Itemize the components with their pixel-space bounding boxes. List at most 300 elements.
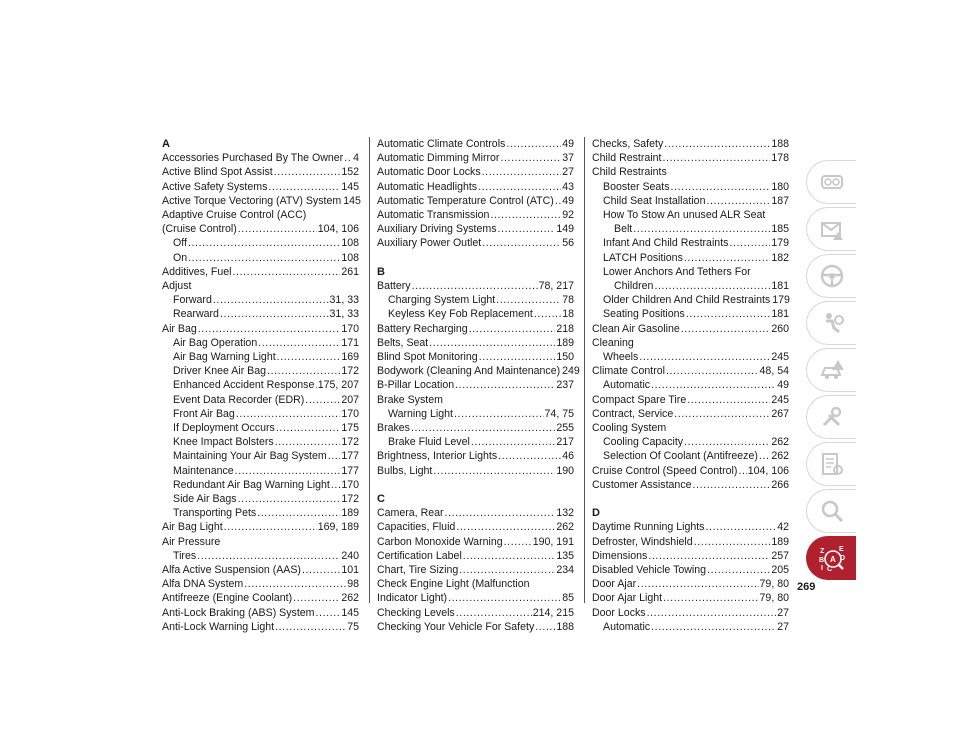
dot-leader	[268, 180, 340, 194]
dot-leader	[448, 591, 561, 605]
entry-label: Contract, Service	[592, 407, 674, 420]
page-reference[interactable]: 177	[341, 464, 359, 477]
index-entry[interactable]	[162, 449, 359, 463]
page-reference[interactable]: 169, 189	[317, 521, 359, 534]
entry-label: Checks, Safety	[592, 138, 664, 150]
entry-label: Forward	[173, 294, 212, 307]
index-letter: C	[826, 566, 832, 573]
page-reference[interactable]: 98	[347, 578, 359, 591]
index-entry[interactable]	[592, 307, 789, 321]
entry-label: Children	[614, 280, 654, 293]
index-entry[interactable]	[162, 251, 359, 265]
page-reference[interactable]: 172	[341, 493, 359, 506]
entry-label: Knee Impact Bolsters	[173, 436, 274, 449]
tab-driving[interactable]	[806, 254, 856, 298]
index-column-3	[592, 137, 789, 634]
entry-label: LATCH Positions	[603, 251, 683, 264]
page-reference[interactable]: 205	[771, 564, 789, 577]
entry-label: Auxiliary Power Outlet	[377, 237, 482, 250]
steering-wheel-icon	[819, 263, 845, 289]
index-entry[interactable]	[162, 322, 359, 336]
index-entry[interactable]	[377, 307, 574, 321]
dot-leader	[236, 407, 340, 421]
index-entry[interactable]	[162, 222, 359, 236]
index-entry[interactable]	[592, 393, 789, 407]
index-letter: B	[818, 557, 824, 564]
page-reference[interactable]: 152	[341, 166, 359, 179]
index-entry[interactable]	[377, 236, 574, 250]
index-entry[interactable]	[162, 165, 359, 179]
page-reference[interactable]: 149	[556, 223, 574, 236]
page-reference[interactable]: 150	[556, 351, 574, 364]
dot-leader	[238, 222, 317, 236]
index-entry[interactable]	[377, 222, 574, 236]
index-entry[interactable]	[162, 236, 359, 250]
entry-label: Brakes	[377, 422, 410, 435]
dot-leader	[276, 421, 340, 435]
index-entry[interactable]	[592, 180, 789, 194]
entry-label: Auxiliary Driving Systems	[377, 223, 497, 236]
entry-label: Air Bag Operation	[173, 336, 258, 349]
dot-leader	[482, 165, 562, 179]
page-reference[interactable]: 135	[556, 549, 574, 562]
page-reference[interactable]: 234	[556, 564, 574, 577]
entry-label: Maintaining Your Air Bag System	[173, 450, 327, 463]
dot-leader	[232, 265, 340, 279]
dot-leader	[555, 194, 561, 208]
page-reference[interactable]: 267	[771, 407, 789, 420]
page-reference[interactable]: 266	[771, 478, 789, 491]
page-reference[interactable]: 145	[341, 180, 359, 193]
page-reference[interactable]: 260	[771, 322, 789, 335]
index-entry[interactable]	[162, 293, 359, 307]
entry-label: Alfa Active Suspension (AAS)	[162, 564, 301, 577]
index-entry[interactable]	[162, 421, 359, 435]
page-reference[interactable]: 78, 217	[538, 280, 574, 292]
tab-search[interactable]	[806, 489, 856, 533]
entry-label: Driver Knee Air Bag	[173, 365, 267, 378]
page-reference[interactable]: 190, 191	[532, 535, 574, 548]
page-reference[interactable]: 49	[562, 194, 574, 207]
dot-leader	[639, 350, 770, 364]
index-entry[interactable]	[377, 606, 574, 620]
index-column-2	[377, 137, 580, 634]
index-heading: Adaptive Cruise Control (ACC)	[162, 209, 307, 221]
index-entry[interactable]	[377, 378, 574, 392]
index-entry[interactable]	[377, 322, 574, 336]
index-entry[interactable]	[592, 478, 789, 492]
index-entry[interactable]	[592, 606, 789, 620]
page-reference[interactable]: 179	[771, 237, 789, 250]
page-reference[interactable]: 177	[341, 450, 359, 463]
page-reference[interactable]: 262	[771, 450, 789, 463]
dot-leader	[188, 251, 340, 265]
entry-label: Automatic Temperature Control (ATC)	[377, 194, 554, 207]
index-letter: A	[829, 555, 836, 564]
dot-leader	[686, 307, 770, 321]
index-letter: I	[820, 565, 823, 572]
index-entry[interactable]	[592, 251, 789, 265]
page-reference[interactable]: 79, 80	[759, 578, 789, 591]
index-entry[interactable]	[162, 464, 359, 478]
index-entry[interactable]	[162, 180, 359, 194]
section-gap	[377, 478, 574, 492]
entry-label: Maintenance	[173, 464, 234, 477]
entry-label: Active Blind Spot Assist	[162, 166, 273, 179]
index-entry[interactable]	[377, 563, 574, 577]
page-reference[interactable]: 108	[341, 237, 359, 250]
index-entry[interactable]	[377, 435, 574, 449]
index-entry[interactable]	[592, 449, 789, 463]
index-entry[interactable]	[377, 194, 574, 208]
page-reference[interactable]: 171	[341, 336, 359, 349]
dot-leader	[456, 606, 532, 620]
dot-leader	[687, 393, 770, 407]
page-reference[interactable]: 262	[556, 521, 574, 534]
index-letter: Z	[819, 548, 824, 555]
page-reference[interactable]: 189	[771, 535, 789, 548]
section-gap	[592, 492, 789, 506]
dot-leader	[277, 350, 341, 364]
entry-label: Event Data Recorder (EDR)	[173, 393, 305, 406]
page-reference[interactable]: 180	[771, 180, 789, 193]
page-reference[interactable]: 179	[772, 294, 790, 307]
index-entry[interactable]	[377, 506, 574, 520]
page-reference[interactable]: 245	[771, 351, 789, 364]
page-reference[interactable]: 181	[771, 308, 789, 321]
page-reference[interactable]: 218	[556, 322, 574, 335]
index-entry[interactable]	[592, 350, 789, 364]
page-reference[interactable]: 79, 80	[759, 592, 789, 605]
page-reference[interactable]: 145	[341, 606, 359, 619]
entry-label: Chart, Tire Sizing	[377, 564, 459, 577]
index-entry[interactable]	[377, 151, 574, 165]
dot-leader	[197, 549, 340, 563]
dot-leader	[534, 307, 561, 321]
dot-leader	[267, 364, 340, 378]
index-entry[interactable]	[592, 194, 789, 208]
page-reference[interactable]: 74, 75	[544, 407, 574, 420]
dot-leader	[637, 577, 758, 591]
index-entry[interactable]	[162, 478, 359, 492]
dot-leader	[238, 492, 341, 506]
index-entry[interactable]	[592, 222, 789, 236]
dot-leader	[498, 222, 556, 236]
page-reference[interactable]: 262	[771, 436, 789, 449]
page-reference[interactable]: 170	[341, 478, 359, 491]
page-reference[interactable]: 169	[341, 351, 359, 364]
dot-leader	[681, 322, 771, 336]
page-reference[interactable]: 42	[777, 521, 789, 534]
tab-index[interactable]	[806, 536, 856, 580]
index-entry[interactable]	[592, 549, 789, 563]
index-entry[interactable]	[162, 549, 359, 563]
index-entry[interactable]	[377, 591, 574, 605]
index-letter-heading: C	[377, 493, 385, 506]
page-reference[interactable]: 49	[562, 138, 574, 150]
index-entry[interactable]	[592, 591, 789, 605]
entry-label: Rearward	[173, 308, 219, 321]
dot-leader	[293, 591, 340, 605]
dot-leader	[478, 180, 561, 194]
page-reference[interactable]: 4	[353, 152, 359, 165]
page-reference[interactable]: 217	[556, 436, 574, 449]
entry-label: Daytime Running Lights	[592, 521, 705, 534]
page-reference[interactable]: 187	[771, 194, 789, 207]
index-entry[interactable]	[592, 151, 789, 165]
index-entry[interactable]	[592, 435, 789, 449]
index-entry[interactable]	[162, 307, 359, 321]
index-entry[interactable]	[377, 520, 574, 534]
index-entry[interactable]	[377, 535, 574, 549]
index-entry[interactable]	[162, 265, 359, 279]
index-entry[interactable]	[592, 322, 789, 336]
page-reference[interactable]: 56	[562, 237, 574, 250]
page-reference[interactable]: 249	[562, 365, 580, 378]
index-heading: Adjust	[162, 280, 192, 293]
entry-label: Battery	[377, 280, 411, 292]
tools-icon	[819, 404, 845, 430]
entry-label: Customer Assistance	[592, 478, 692, 491]
dot-leader	[433, 464, 555, 478]
index-entry[interactable]	[162, 606, 359, 620]
page-reference[interactable]: 175	[341, 422, 359, 435]
entry-label: Older Children And Child Restraints	[603, 294, 771, 307]
page-reference[interactable]: 145	[343, 194, 361, 207]
index-entry[interactable]	[592, 378, 789, 392]
dot-leader	[671, 180, 771, 194]
envelope-warning-icon	[819, 216, 845, 242]
index-entry[interactable]	[377, 293, 574, 307]
entry-label: Bulbs, Light	[377, 464, 433, 477]
entry-label: Bodywork (Cleaning And Maintenance)	[377, 365, 561, 378]
page-reference[interactable]: 43	[562, 180, 574, 193]
index-entry[interactable]	[162, 336, 359, 350]
page-reference[interactable]: 75	[347, 620, 359, 633]
tab-messages[interactable]	[806, 207, 856, 251]
dot-leader	[315, 378, 316, 392]
index-entry[interactable]	[162, 620, 359, 634]
index-entry[interactable]	[377, 180, 574, 194]
index-entry[interactable]	[377, 208, 574, 222]
index-entry[interactable]	[377, 449, 574, 463]
dot-leader	[500, 151, 561, 165]
tab-dashboard[interactable]	[806, 160, 856, 204]
dot-leader	[244, 577, 346, 591]
dot-leader	[674, 407, 770, 421]
index-entry[interactable]	[377, 549, 574, 563]
index-entry[interactable]	[162, 350, 359, 364]
index-entry[interactable]	[162, 194, 359, 208]
entry-label: Door Locks	[592, 606, 646, 619]
entry-label: Front Air Bag	[173, 407, 235, 420]
page-reference[interactable]: 172	[341, 365, 359, 378]
index-entry[interactable]	[592, 279, 789, 293]
page-reference[interactable]: 261	[341, 265, 359, 278]
page-reference[interactable]: 132	[556, 507, 574, 520]
dot-leader	[275, 620, 346, 634]
index-entry[interactable]	[377, 336, 574, 350]
dot-leader	[469, 322, 556, 336]
index-entry[interactable]	[162, 378, 359, 392]
index-entry[interactable]	[162, 407, 359, 421]
index-entry[interactable]	[162, 563, 359, 577]
dot-leader	[429, 336, 555, 350]
page-reference[interactable]: 245	[771, 393, 789, 406]
dot-leader	[459, 563, 555, 577]
index-entry[interactable]	[162, 591, 359, 605]
index-heading: How To Stow An unused ALR Seat	[603, 209, 766, 222]
index-entry[interactable]	[162, 435, 359, 449]
page-reference[interactable]: 37	[562, 152, 574, 165]
index-entry[interactable]	[162, 151, 359, 165]
entry-label: Transporting Pets	[173, 507, 257, 520]
entry-label: Automatic Climate Controls	[377, 138, 506, 150]
page-reference[interactable]: 170	[341, 322, 359, 335]
entry-label: If Deployment Occurs	[173, 422, 275, 435]
page-reference[interactable]: 262	[341, 592, 359, 605]
entry-label: Antifreeze (Engine Coolant)	[162, 592, 293, 605]
page-reference[interactable]: 207	[341, 393, 359, 406]
entry-label: Accessories Purchased By The Owner	[162, 152, 344, 165]
page-reference[interactable]: 182	[771, 251, 789, 264]
section-gap	[377, 251, 574, 265]
index-entry[interactable]	[592, 137, 789, 151]
tab-safety[interactable]	[806, 301, 856, 345]
tab-emergency[interactable]	[806, 348, 856, 392]
page-reference[interactable]: 178	[771, 152, 789, 165]
page-reference[interactable]: 257	[771, 549, 789, 562]
page-reference[interactable]: 46	[562, 450, 574, 463]
index-entry[interactable]	[592, 563, 789, 577]
entry-label: Carbon Monoxide Warning	[377, 535, 503, 548]
page-reference[interactable]: 92	[562, 209, 574, 222]
index-entry[interactable]	[377, 165, 574, 179]
dot-leader	[315, 606, 340, 620]
entry-label: Wheels	[603, 351, 639, 364]
dot-leader	[663, 591, 758, 605]
tab-maintenance[interactable]	[806, 395, 856, 439]
index-entry[interactable]	[162, 506, 359, 520]
tab-specifications[interactable]	[806, 442, 856, 486]
index-entry[interactable]	[377, 350, 574, 364]
index-entry[interactable]	[592, 293, 789, 307]
page-reference[interactable]: 104, 106	[317, 223, 359, 236]
index-entry[interactable]	[377, 364, 580, 378]
index-entry[interactable]	[162, 393, 359, 407]
index-entry[interactable]	[592, 535, 789, 549]
index-entry[interactable]	[592, 520, 789, 534]
page-reference[interactable]: 85	[562, 592, 574, 605]
index-letter-heading: B	[377, 265, 385, 278]
page-reference[interactable]: 27	[777, 606, 789, 619]
page-reference[interactable]: 27	[562, 166, 574, 179]
az-index-icon	[817, 543, 847, 573]
page-reference[interactable]: 255	[556, 422, 574, 435]
entry-label: Clean Air Gasoline	[592, 322, 680, 335]
index-entry[interactable]	[592, 620, 789, 634]
index-entry[interactable]	[592, 364, 789, 378]
index-entry[interactable]	[592, 464, 789, 478]
index-entry[interactable]	[592, 236, 789, 250]
entry-label: Camera, Rear	[377, 507, 444, 520]
index-entry[interactable]	[377, 407, 574, 421]
page-reference[interactable]: 190	[556, 464, 574, 477]
page-reference[interactable]: 214, 215	[532, 606, 574, 619]
entry-label: Door Ajar Light	[592, 592, 663, 605]
entry-label: Dimensions	[592, 549, 648, 562]
page-reference[interactable]: 49	[777, 379, 789, 392]
entry-label: Redundant Air Bag Warning Light	[173, 478, 330, 491]
page-reference[interactable]: 185	[771, 223, 789, 236]
entry-label: Active Torque Vectoring (ATV) System	[162, 194, 342, 207]
entry-label: Certification Label	[377, 549, 462, 562]
index-entry[interactable]	[162, 520, 359, 534]
index-entry[interactable]	[592, 407, 789, 421]
page-reference[interactable]: 189	[341, 507, 359, 520]
page-reference[interactable]: 188	[556, 620, 574, 633]
page-reference[interactable]: 78	[562, 294, 574, 307]
dot-leader	[302, 563, 340, 577]
index-entry[interactable]	[592, 577, 789, 591]
index-entry[interactable]	[377, 464, 574, 478]
page-reference[interactable]: 108	[341, 251, 359, 264]
dot-leader	[445, 506, 556, 520]
page-reference[interactable]: 104, 106	[747, 464, 789, 477]
index-entry[interactable]	[377, 620, 574, 634]
page-reference[interactable]: 48, 54	[759, 365, 789, 378]
index-entry[interactable]	[377, 421, 574, 435]
entry-label: Brake Fluid Level	[388, 436, 470, 449]
page-reference[interactable]: 31, 33	[329, 294, 359, 307]
index-entry[interactable]	[162, 492, 359, 506]
dot-leader	[344, 151, 352, 165]
page-reference[interactable]: 188	[771, 138, 789, 150]
entry-label: B-Pillar Location	[377, 379, 455, 392]
index-heading: Lower Anchors And Tethers For	[603, 265, 751, 278]
dot-leader	[220, 307, 329, 321]
index-letter: E	[838, 546, 844, 553]
dot-leader	[693, 478, 771, 492]
page-reference[interactable]: 170	[341, 407, 359, 420]
index-letter-heading: D	[592, 507, 600, 520]
dot-leader	[455, 378, 555, 392]
page-reference[interactable]: 31, 33	[329, 308, 359, 321]
dot-leader	[412, 279, 538, 293]
entry-label: Door Ajar	[592, 578, 637, 591]
entry-label: Compact Spare Tire	[592, 393, 687, 406]
index-entry[interactable]	[377, 279, 574, 293]
entry-label: Automatic	[603, 379, 651, 392]
page-reference[interactable]: 189	[556, 336, 574, 349]
page-reference[interactable]: 172	[341, 436, 359, 449]
page-reference[interactable]: 18	[562, 308, 574, 321]
dot-leader	[275, 435, 341, 449]
page-reference[interactable]: 237	[556, 379, 574, 392]
page-reference[interactable]: 240	[341, 549, 359, 562]
entry-label: Blind Spot Monitoring	[377, 351, 478, 364]
index-entry[interactable]	[377, 137, 574, 151]
index-entry[interactable]	[162, 577, 359, 591]
page-reference[interactable]: 27	[777, 620, 789, 633]
dot-leader	[506, 137, 561, 151]
page-reference[interactable]: 101	[341, 564, 359, 577]
index-entry[interactable]	[162, 364, 359, 378]
page-reference[interactable]: 175, 207	[317, 379, 359, 392]
dot-leader	[648, 549, 770, 563]
page-reference[interactable]: 181	[771, 280, 789, 293]
entry-label: Automatic Dimming Mirror	[377, 152, 500, 165]
